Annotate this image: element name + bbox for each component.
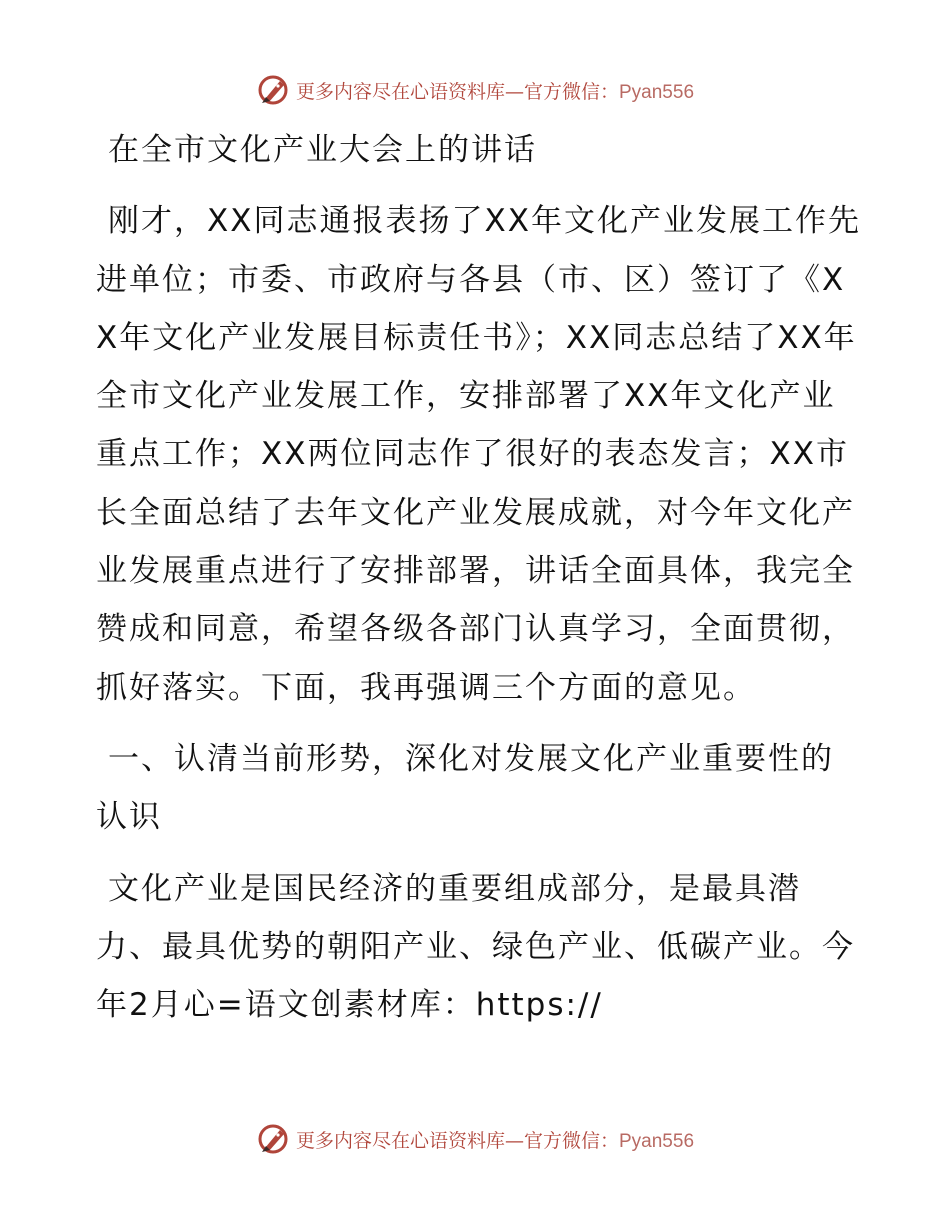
banner-account: Pyan556 bbox=[619, 81, 695, 103]
document-body bbox=[96, 121, 866, 1034]
banner-text: 更多内容尽在心语资料库—官方微信：Pyan556 bbox=[295, 1129, 695, 1152]
section-heading-1: 一、认清当前形势，深化对发展文化产业重要性的认识 bbox=[96, 740, 834, 836]
banner-account: Pyan556 bbox=[619, 1130, 695, 1152]
pen-nib-logo-icon bbox=[256, 1122, 290, 1156]
pen-nib-logo-icon bbox=[256, 73, 290, 107]
banner-text: 更多内容尽在心语资料库—官方微信：Pyan556 bbox=[295, 80, 695, 103]
paragraph-1: 刚才，XX同志通报表扬了XX年文化产业发展工作先进单位；市委、市政府与各县（市、区）签订了《XX年文化产业发展目标责任书》；XX同志总结了XX年全市文化产业发展工作，安排部署了XX年文化产业重点工作；XX两位同志作了很好的表态发言；XX市长全面总结了去年文化产业发展成就，对今年文化产业发展重点进行了安排部署，讲话全面具体，我完全赞成和同意，希望各级各部门认真学习，全面贯彻，抓好落实。下面，我再强调三个方面的意见。 bbox=[96, 203, 861, 706]
footer-watermark-banner bbox=[0, 1119, 950, 1159]
header-watermark-banner bbox=[0, 70, 950, 110]
document-title: 在全市文化产业大会上的讲话 bbox=[108, 132, 537, 168]
paragraph-2: 文化产业是国民经济的重要组成部分，是最具潜力、最具优势的朝阳产业、绿色产业、低碳产业。今年2月心=语文创素材库：https:// bbox=[96, 870, 855, 1024]
